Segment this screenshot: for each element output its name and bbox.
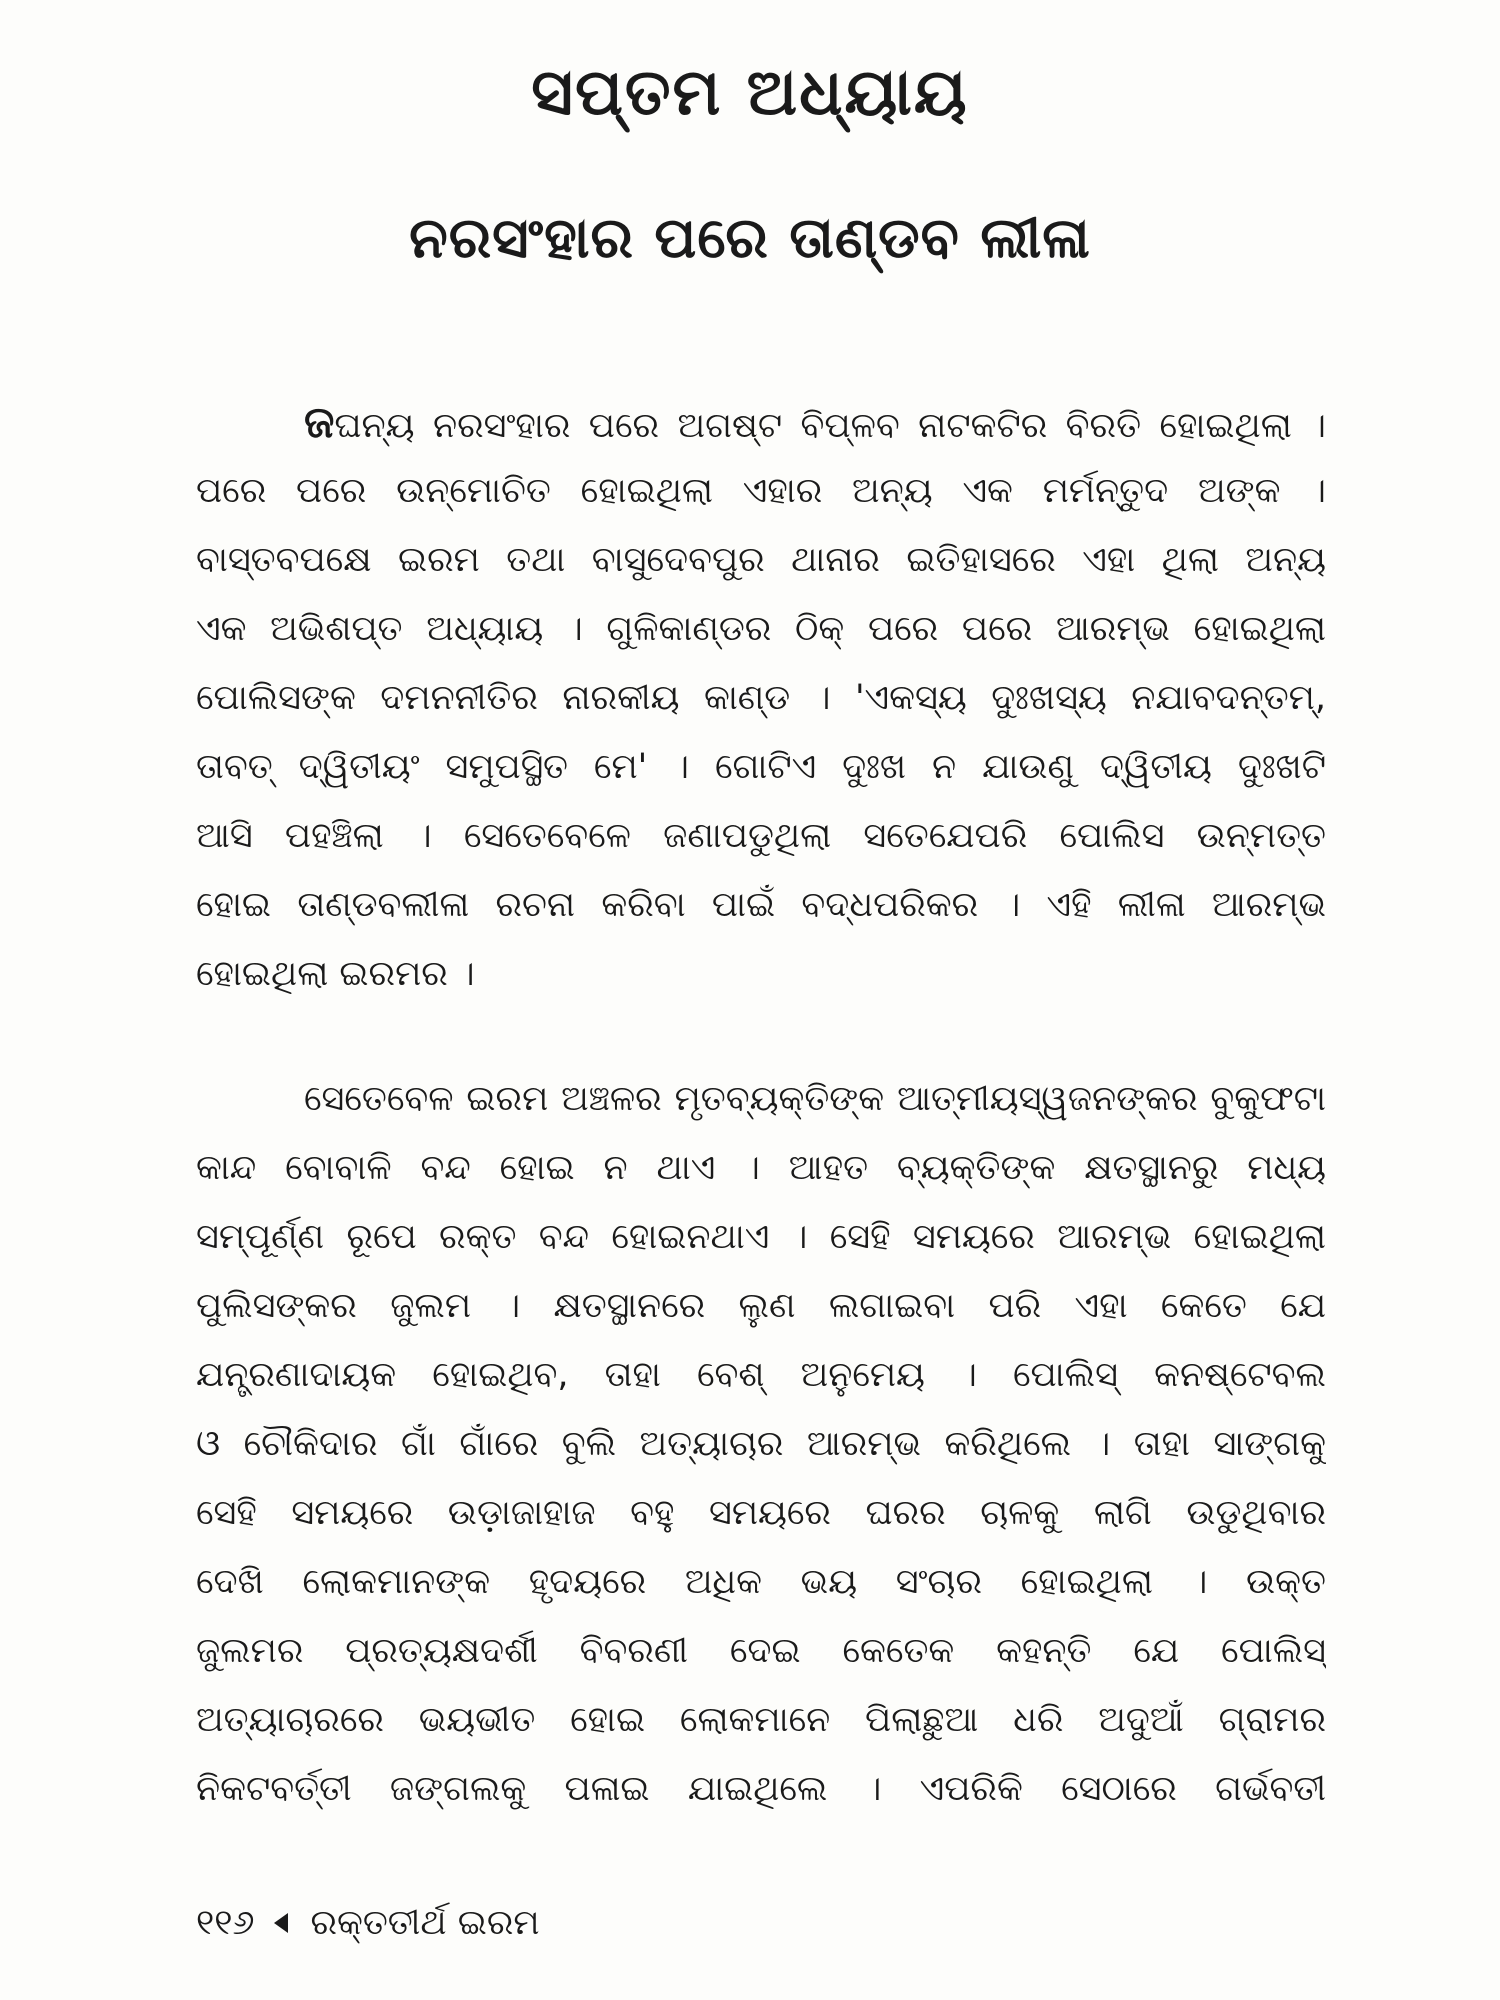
book-title: ରକ୍ତତୀର୍ଥ ଇରମ: [310, 1903, 540, 1943]
paragraph-line: ସେହି ସମୟରେ ଉଡ଼ାଜାହାଜ ବହୁ ସମୟରେ ଘରର ଚାଳକୁ ଲାଗି ଉଡୁଥିବାର: [196, 1493, 1326, 1533]
chapter-heading: ସପ୍ତମ ଅଧ୍ୟାୟ: [531, 56, 969, 130]
paragraph-line: ଓ ଚୌକିଦାର ଗାଁ ଗାଁରେ ବୁଲି ଅତ୍ୟାଚାର ଆରମ୍ଭ କରିଥିଲେ । ତାହା ସାଙ୍ଗକୁ: [196, 1424, 1326, 1464]
paragraph-line: ଦେଖି ଲୋକମାନଙ୍କ ହୃଦୟରେ ଅଧିକ ଭୟ ସଂଚାର ହୋଇଥିଲା । ଉକ୍ତ: [196, 1562, 1326, 1602]
paragraph-line: ଏକ ଅଭିଶପ୍ତ ଅଧ୍ୟାୟ । ଗୁଳିକାଣ୍ଡର ଠିକ୍ ପରେ ପରେ ଆରମ୍ଭ ହୋଇଥିଲା: [196, 609, 1326, 649]
drop-cap: ଜ: [304, 397, 335, 448]
paragraph-line: ବାସ୍ତବପକ୍ଷେ ଇରମ ତଥା ବାସୁଦେବପୁର ଥାନାର ଇତିହାସରେ ଏହା ଥିଲା ଅନ୍ୟ: [196, 540, 1326, 580]
paragraph-line: ସେତେବେଳ ଇରମ ଅଞ୍ଚଳର ମୃତବ୍ୟକ୍ତିଙ୍କ ଆତ୍ମୀୟସ୍ୱଜନଙ୍କର ବୁକୁଫଟା: [304, 1079, 1326, 1119]
paragraph-line: ଅତ୍ୟାଚାରରେ ଭୟଭୀତ ହୋଇ ଲୋକମାନେ ପିଲାଛୁଆ ଧରି ଅଦୁଆଁ ଗ୍ରାମର: [196, 1700, 1326, 1740]
paragraph-line: କାନ୍ଦ ବୋବାଳି ବନ୍ଦ ହୋଇ ନ ଥାଏ । ଆହତ ବ୍ୟକ୍ତିଙ୍କ କ୍ଷତସ୍ଥାନରୁ ମଧ୍ୟ: [196, 1148, 1326, 1188]
paragraph-line: ଜୁଲମର ପ୍ରତ୍ୟକ୍ଷଦର୍ଶୀ ବିବରଣୀ ଦେଇ କେତେକ କହନ୍ତି ଯେ ପୋଲିସ୍: [196, 1631, 1326, 1671]
paragraph-line: ହୋଇ ତାଣ୍ଡବଲୀଳା ରଚନା କରିବା ପାଇଁ ବଦ୍ଧପରିକର । ଏହି ଲୀଳା ଆରମ୍ଭ: [196, 885, 1326, 925]
paragraph-2: [196, 1065, 1326, 1824]
paragraph-1: [196, 388, 1326, 1009]
triangle-separator-icon: [274, 1913, 288, 1933]
paragraph-line: ପୋଲିସଙ୍କ ଦମନନୀତିର ନାରକୀୟ କାଣ୍ଡ । 'ଏକସ୍ୟ ଦୁଃଖସ୍ୟ ନଯାବଦନ୍ତମ୍,: [196, 678, 1326, 718]
paragraph-line: [196, 388, 1326, 457]
paragraph-line: ସମ୍ପୂର୍ଣ୍ଣ ରୂପେ ରକ୍ତ ବନ୍ଦ ହୋଇନଥାଏ । ସେହି ସମୟରେ ଆରମ୍ଭ ହୋଇଥିଲା: [196, 1217, 1326, 1257]
paragraph-line: ପୁଲିସଙ୍କର ଜୁଲମ । କ୍ଷତସ୍ଥାନରେ ଲୁଣ ଲଗାଇବା ପରି ଏହା କେତେ ଯେ: [196, 1286, 1326, 1326]
paragraph-line: ନିକଟବର୍ତ୍ତୀ ଜଙ୍ଗଲକୁ ପଳାଇ ଯାଇଥିଲେ । ଏପରିକି ସେଠାରେ ଗର୍ଭବତୀ: [196, 1769, 1326, 1809]
page-number: ୧୧୬: [196, 1903, 255, 1943]
paragraph-line-text: ଘନ୍ୟ ନରସଂହାର ପରେ ଅଗଷ୍ଟ ବିପ୍ଳବ ନାଟକଟିର ବିରତି ହୋଇଥିଲା ।: [334, 406, 1326, 446]
paragraph-line: ତାବତ୍ ଦ୍ୱିତୀୟଂ ସମୁପସ୍ଥିତ ମେ' । ଗୋଟିଏ ଦୁଃଖ ନ ଯାଉଣୁ ଦ୍ୱିତୀୟ ଦୁଃଖଟି: [196, 747, 1326, 787]
paragraph-line: ପରେ ପରେ ଉନ୍ମୋଚିତ ହୋଇଥିଲା ଏହାର ଅନ୍ୟ ଏକ ମର୍ମନ୍ତୁଦ ଅଙ୍କ ।: [196, 471, 1326, 511]
paragraph-line: ଯନ୍ତ୍ରଣାଦାୟକ ହୋଇଥିବ, ତାହା ବେଶ୍ ଅନୁମେୟ । ପୋଲିସ୍ କନଷ୍ଟେବଲ: [196, 1355, 1326, 1395]
chapter-title: ନରସଂହାର ପରେ ତାଣ୍ଡବ ଲୀଳା: [409, 206, 1091, 271]
page-footer: [196, 1902, 540, 1944]
paragraph-line: ଆସି ପହଞ୍ଚିଲା । ସେତେବେଳେ ଜଣାପଡୁଥିଲା ସତେଯେପରି ପୋଲିସ ଉନ୍ମତ୍ତ: [196, 816, 1326, 856]
paragraph-line: ହୋଇଥିଲା ଇରମର ।: [196, 954, 475, 994]
